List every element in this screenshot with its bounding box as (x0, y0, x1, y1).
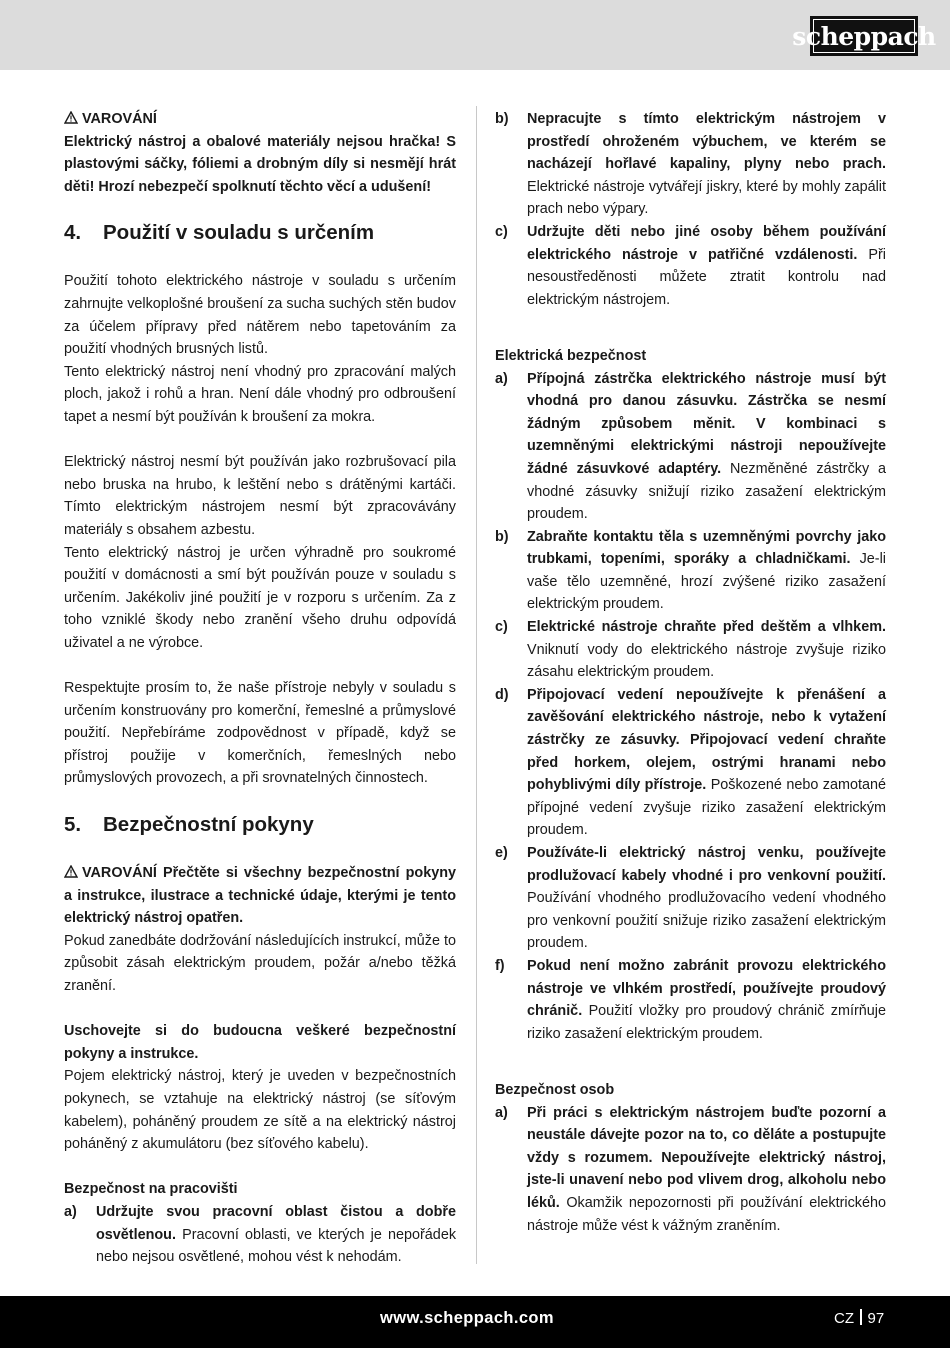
persons-heading: Bezpečnost osob (495, 1081, 615, 1098)
footer-url: www.scheppach.com (380, 1309, 554, 1327)
list-item: b) Nepracujte s tímto elektrickým nástrojem v prostředí ohroženém výbuchem, ve kterém se nacházejí hořlavé kapaliny, plyny nebo prach. Elektrické nástroje vytvářejí jiskry, které by mohly zapálit prach nebo výpary. (495, 111, 886, 218)
page-number: CZ 97 (834, 1310, 885, 1327)
keep-instructions: Uschovejte si do budoucna veškeré bezpečnostní pokyny a instrukce. (64, 1023, 456, 1062)
paragraph: Použití tohoto elektrického nástroje v souladu s určením zahrnujte velkoplošné broušení za sucha suchých stěn budov za účelem přípravy před nátěrem nebo tapetováním za použití vhodných brusných listů. (64, 273, 456, 358)
list-item: c) Elektrické nástroje chraňte před deštěm a vlhkem. Vniknutí vody do elektrického nástroje zvyšuje riziko zásahu elektrickým proudem. (495, 619, 886, 681)
brand-logo: scheppach (810, 16, 918, 56)
workplace-heading: Bezpečnost na pracovišti (64, 1181, 238, 1198)
paragraph: Tento elektrický nástroj není vhodný pro zpracování malých ploch, jakož i rohů a hran. Není dále vhodný pro odbroušení tapet a nesmí být používán k broušení za mokra. (64, 363, 456, 425)
right-column (495, 108, 886, 1237)
warning-triangle-icon (64, 111, 78, 124)
column-divider (476, 106, 477, 1264)
warning-text: Elektrický nástroj a obalové materiály nejsou hračka! S plastovými sáčky, fóliemi a drobným díly si nesmějí hrát děti! Hrozí nebezpečí spolknutí těchto věcí a udušení! (64, 133, 456, 195)
warning-paragraph: VAROVÁNÍ Přečtěte si všechny bezpečnostní pokyny a instrukce, ilustrace a technické údaje, kterými je tento elektrický nástroj opatřen. (64, 865, 456, 927)
paragraph: Pojem elektrický nástroj, který je uveden v bezpečnostních pokynech, se vztahuje na elektrický nástroj (se síťovým kabelem), poháněný proudem ze sítě a na elektrický nástroj poháněný z akumulátoru (bez síťového kabelu). (64, 1068, 456, 1153)
list-item: e) Používáte-li elektrický nástroj venku, používejte prodlužovací kabely vhodné i pro venkovní použití. Používání vhodného prodlužovacího vedení vhodného pro venkovní použití snižuje riziko zasažení elektrickým proudem. (495, 845, 886, 952)
left-column (64, 108, 456, 1269)
section-5-heading: 5. Bezpečnostní pokyny (64, 813, 314, 837)
list-item: f) Pokud není možno zabránit provozu elektrického nástroje ve vlhkém prostředí, používejte proudový chránič. Použití vložky pro proudový chránič zmírňuje riziko zasažení elektrickým proudem. (495, 957, 886, 1042)
paragraph: Respektujte prosím to, že naše přístroje nebyly v souladu s určením konstruovány pro komerční, řemeslné a průmyslové použití. Nepřebíráme zodpovědnost v případě, když se přístroj použije v komerčních, řemeslných nebo průmyslových provozech, a při srovnatelných činnostech. (64, 680, 456, 787)
paragraph: Tento elektrický nástroj je určen výhradně pro soukromé použití v domácnosti a smí být používán pouze v souladu s určením. Jakékoliv jiné použití je v rozporu s určením. Za z toho vzniklé škody nebo zranění všeho druhu odpovídá uživatel a ne výrobce. (64, 544, 456, 651)
warning-heading: VAROVÁNÍ (64, 108, 456, 131)
list-item: a) Při práci s elektrickým nástrojem buďte pozorní a neustále dávejte pozor na to, co děláte a postupujte vždy s rozumem. Nepoužívejte elektrický nástroj, jste-li unavení nebo pod vlivem drog, alkoholu nebo léků. Okamžik nepozornosti při používání elektrického nástroje může vést k vážným zraněním. (495, 1104, 886, 1234)
list-item: b) Zabraňte kontaktu těla s uzemněnými povrchy jako trubkami, topeními, sporáky a chladničkami. Je-li vaše tělo uzemněné, hrozí zvýšené riziko zasažení elektrickým proudem. (495, 528, 886, 613)
list-item: c) Udržujte děti nebo jiné osoby během používání elektrického nástroje v patřičné vzdálenosti. Při nesoustředěnosti můžete ztratit kontrolu nad elektrickým nástrojem. (495, 223, 886, 308)
list-item: a) Přípojná zástrčka elektrického nástroje musí být vhodná pro danou zásuvku. Zástrčka se nesmí žádným způsobem měnit. V kombinaci s uzemněnými elektrickými nástroji nepoužívejte žádné zásuvkové adaptéry. Nezměněné zástrčky a vhodné zásuvky snižují riziko zasažení elektrickým proudem. (495, 370, 887, 523)
list-item: d) Připojovací vedení nepoužívejte k přenášení a zavěšování elektrického nástroje, nebo k vytažení zástrčky ze zásuvky. Připojovací vedení chraňte před horkem, olejem, ostrými hranami nebo pohyblivými díly přístroje. Poškozené nebo zamotané přípojné vedení zvyšuje riziko zasažení elektrickým proudem. (495, 686, 886, 839)
section-4-heading: 4. Použití v souladu s určením (64, 221, 375, 245)
list-item: a) Udržujte svou pracovní oblast čistou a dobře osvětlenou. Pracovní oblasti, ve kterých je nepořádek nebo nejsou osvětlené, mohou vést k nehodám. (64, 1203, 457, 1266)
paragraph: Elektrický nástroj nesmí být používán jako rozbrušovací pila nebo bruska na hrubo, k leštění nebo s drátěnými kartáči. Tímto elektrickým nástrojem nesmí být zpracovávány materiály s obsahem azbestu. (64, 454, 456, 538)
paragraph: Pokud zanedbáte dodržování následujících instrukcí, může to způsobit zásah elektrickým proudem, požár a/nebo těžká zranění. (64, 932, 456, 994)
warning-triangle-icon (64, 865, 78, 878)
electrical-heading: Elektrická bezpečnost (495, 347, 647, 364)
